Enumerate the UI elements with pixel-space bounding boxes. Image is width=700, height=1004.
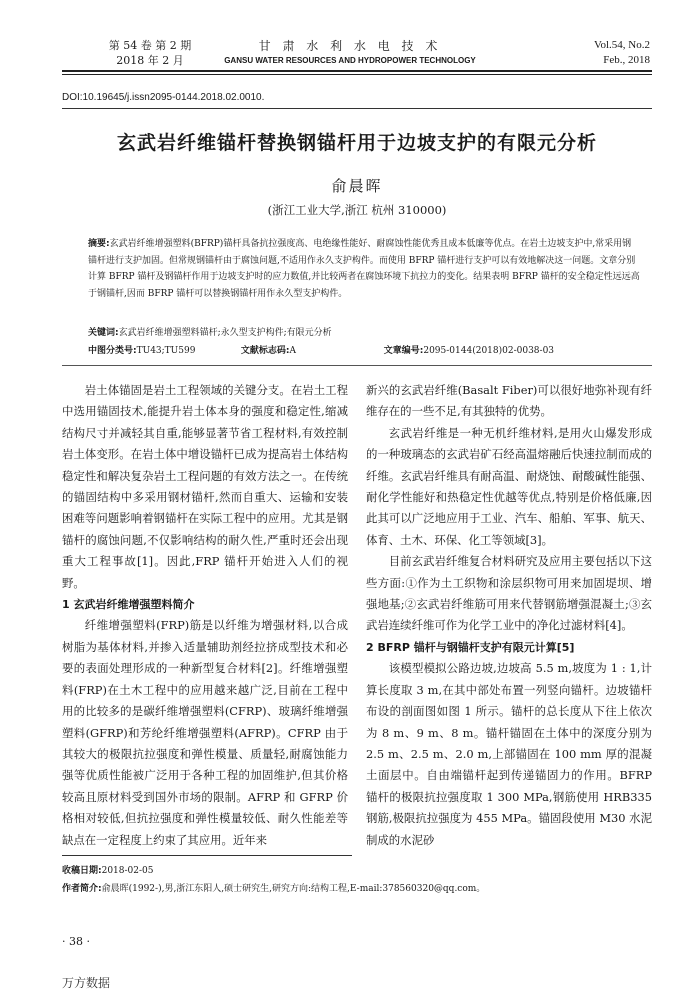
received-date: 2018-02-05: [101, 866, 154, 876]
paragraph: 该模型模拟公路边坡,边坡高 5.5 m,坡度为 1 : 1,计算长度取 3 m,在其中部处布置一列竖向锚杆。边坡锚杆布设的剖面图如图 1 所示。锚杆的总长度从下往上依次为 8 m、9 m、8 m。锚杆锚固在土体中的深度分别为 2.5 m、2.5 m、2.0 m,上部锚固在 100 mm 厚的混凝土面层中。自由端锚杆起到传递锚固力的作用。BFRP 锚杆的极限抗拉强度取 1 300 MPa,钢筋使用 HRB335 钢筋,极限抗拉强度为 455 MPa。锚固段使用 M30 水泥制成的水泥砂: [366, 661, 652, 847]
author-name: 俞晨晖: [331, 177, 383, 195]
section-heading-1: 1 玄武岩纤维增强塑料简介: [62, 598, 195, 612]
abstract: [88, 236, 640, 302]
doi-rule: [62, 108, 652, 109]
abstract-text: 玄武岩纤维增强塑料(BFRP)锚杆具备抗拉强度高、电绝缘性能好、耐腐蚀性能优秀且成本低廉等优点。在岩土边坡支护中,常采用钢锚杆进行支护加固。但常规钢锚杆由于腐蚀问题,不适用作永久支护构件。而使用 BFRP 锚杆进行支护可以有效地解决这一问题。文章分别计算 BFRP 锚杆及钢锚杆作用于边坡支护时的应力数值,并比较两者在腐蚀环境下抗拉力的变化。结果表明 BFRP 锚杆的安全稳定性远远高于钢锚杆,因而 BFRP 锚杆可以替换钢锚杆用作永久型支护构件。: [88, 239, 640, 299]
article-no-value: 2095-0144(2018)02-0038-03: [423, 346, 555, 356]
keywords-text: 玄武岩纤维增强塑料锚杆;永久型支护构件;有限元分析: [118, 328, 332, 338]
article-no-label: 文章编号:: [383, 346, 424, 356]
header-rule-thin: [62, 74, 652, 75]
classification-meta: [88, 343, 640, 359]
watermark: 万方数据: [62, 976, 111, 990]
header-issue: [90, 38, 210, 68]
doc-code-value: A: [289, 346, 296, 356]
paragraph: 目前玄武岩纤维复合材料研究及应用主要包括以下这些方面:①作为土工织物和涂层织物可用来加固堤坝、增强地基;②玄武岩纤维筋可用来代替钢筋增强混凝土;③玄武岩连续纤维可作为化学工业中的净化过滤材料[4]。: [366, 554, 652, 633]
author-bio: 俞晨晖(1992-),男,浙江东阳人,硕士研究生,研究方向:结构工程,E-mail:378560320@qq.com。: [101, 884, 486, 894]
date-en: Feb., 2018: [603, 54, 650, 66]
section-heading-2: 2 BFRP 锚杆与钢锚杆支护有限元计算[5]: [366, 640, 575, 654]
clc-label: 中图分类号:: [88, 346, 137, 356]
volume-cn: 第 54 卷 第 2 期: [108, 39, 192, 52]
header-journal: [215, 38, 485, 67]
header-rule: [62, 70, 652, 72]
article-title: 玄武岩纤维锚杆替换钢锚杆用于边坡支护的有限元分析: [116, 132, 597, 154]
paragraph: 玄武岩纤维是一种无机纤维材料,是用火山爆发形成的一种玻璃态的玄武岩矿石经高温熔融后快速拉制而成的纤维。玄武岩纤维具有耐高温、耐烧蚀、耐酸碱性能强、耐化学性能好和热稳定性优越等优点,特别是价格低廉,因此其可以广泛地应用于工业、汽车、船舶、军事、航天、体育、土木、环保、化工等领域[3]。: [366, 425, 652, 547]
meta-rule: [62, 365, 652, 366]
paragraph: 新兴的玄武岩纤维(Basalt Fiber)可以很好地弥补现有纤维存在的一些不足,有其独特的优势。: [366, 383, 652, 419]
volume-en: Vol.54, No.2: [593, 39, 650, 51]
journal-name-en: GANSU WATER RESOURCES AND HYDROPOWER TECHNOLOGY: [224, 56, 476, 65]
date-cn: 2018 年 2 月: [116, 54, 184, 67]
author-bio-label: 作者简介:: [62, 884, 102, 894]
paragraph: 纤维增强塑料(FRP)筋是以纤维为增强材料,以合成树脂为基体材料,并掺入适量辅助剂经拉挤成型技术和必要的表面处理形成的一种新型复合材料[2]。纤维增强塑料(FRP)在土木工程中的应用越来越广泛,目前在工程中用的比较多的是碳纤维增强塑料(CFRP)、玻璃纤维增强塑料(GFRP)和芳纶纤维增强塑料(AFRP)。CFRP 由于其较大的极限抗拉强度和弹性模量、质量轻,耐腐蚀能力强等优质性能被广泛用于各种工程的加固维护,但其价格较高且原材料受到国外市场的限制。AFRP 和 GFRP 价格相对较低,但抗拉强度和弹性模量较低、耐久性能差等缺点在一定程度上约束了其应用。近年来: [62, 618, 348, 847]
paragraph: 岩土体锚固是岩土工程领域的关键分支。在岩土工程中选用锚固技术,能提升岩土体本身的强度和稳定性,缩减结构尺寸并减轻其自重,能够显著节省工程材料,有效控制岩土体变形。在岩土体中增设锚杆已成为提高岩土体结构稳定性和解决复杂岩土工程问题的有效方法之一。在传统的锚固结构中多采用钢材锚杆,然而自重大、运输和安装困难等问题影响着钢锚杆在实际工程中的应用。尤其是钢锚杆的腐蚀问题,不仅影响结构的耐久性,严重时还会出现重大工程事故[1]。因此,FRP 锚杆开始进入人们的视野。: [62, 383, 348, 590]
abstract-label: 摘要:: [88, 239, 110, 249]
body-column-right: [366, 380, 652, 851]
body-column-left: [62, 380, 348, 851]
keywords: [88, 325, 640, 341]
journal-name-cn: 甘 肃 水 利 水 电 技 术: [258, 39, 442, 53]
doc-code-label: 文献标志码:: [240, 346, 290, 356]
doi: DOI:10.19645/j.issn2095-0144.2018.02.0010.: [62, 92, 265, 103]
clc-value: TU43;TU599: [136, 346, 196, 356]
footnote-rule: [62, 855, 352, 856]
header-issue-en: [560, 38, 650, 68]
affiliation: (浙江工业大学,浙江 杭州 310000): [267, 203, 447, 217]
page-number: · 38 ·: [62, 935, 90, 948]
footnote: [62, 862, 652, 898]
keywords-label: 关键词:: [88, 328, 119, 338]
received-label: 收稿日期:: [62, 866, 102, 876]
